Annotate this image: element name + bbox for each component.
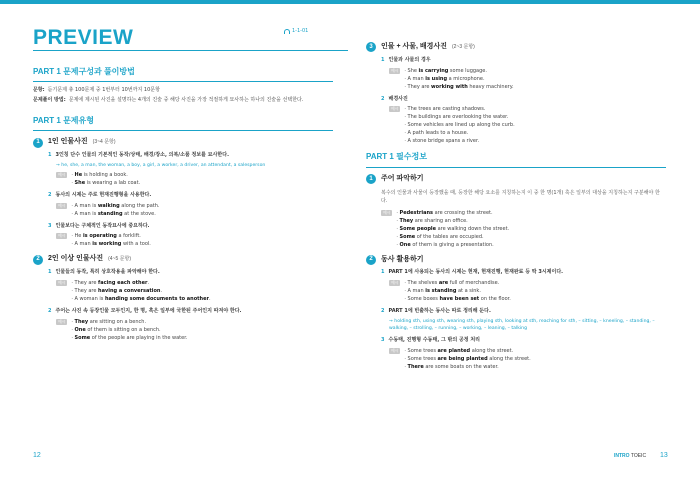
- example-block: [56, 279, 333, 303]
- example-text: are walking down the street.: [436, 225, 510, 232]
- example-keyword: have been set: [439, 296, 480, 303]
- subsection-number: 3: [48, 222, 52, 229]
- example-keyword: handing some documents to another: [104, 296, 209, 303]
- example-text: a microphone.: [447, 75, 485, 82]
- example-lines: [404, 105, 666, 145]
- subsection: [48, 192, 333, 218]
- example-text: along the street.: [470, 347, 514, 354]
- example-text: at a sink.: [456, 288, 481, 295]
- example-text: · The buildings are overlooking the water.: [404, 114, 509, 121]
- subsection-title: [48, 192, 333, 200]
- headphone-icon: [284, 29, 290, 34]
- example-keyword: is using: [425, 75, 448, 82]
- group-title: 2인 이상 인물사진: [48, 255, 104, 263]
- example-line: [71, 179, 333, 187]
- example-block: [389, 105, 666, 145]
- number-badge: 1: [366, 174, 376, 184]
- subsection-number: 3: [381, 337, 385, 344]
- page-number-right: 13: [660, 452, 668, 459]
- example-line: [404, 287, 666, 295]
- subsection: [48, 223, 333, 249]
- example-tag: 예시: [58, 233, 66, 239]
- example-text: ·: [396, 217, 400, 224]
- example-text: some luggage.: [448, 67, 487, 74]
- example-text: ·: [396, 233, 400, 240]
- example-text: ·: [396, 241, 400, 248]
- example-text: ·: [396, 225, 400, 232]
- example-line: [404, 355, 666, 363]
- example-text: along the street.: [487, 355, 531, 362]
- example-line: [404, 75, 666, 83]
- example-text: .: [147, 280, 150, 287]
- example-line: [404, 295, 666, 303]
- subsection-number: 1: [48, 152, 52, 159]
- example-block: [381, 209, 666, 249]
- group-title: 동사 활용하기: [381, 255, 424, 263]
- subsection-title: [381, 269, 666, 277]
- info-key: 문제풀이 방법:: [33, 97, 66, 104]
- example-tag: 예시: [391, 106, 399, 112]
- audio-track: [284, 28, 308, 34]
- example-line: [396, 233, 666, 241]
- subsection-text: 동사의 시제는 주로 현재진행형을 사용한다.: [55, 191, 152, 198]
- page-title: PREVIEW: [33, 26, 134, 49]
- example-text: · She: [404, 67, 419, 74]
- page-number-left: 12: [33, 452, 41, 459]
- example-tag: 예시: [383, 209, 391, 215]
- example-text: .: [208, 296, 211, 303]
- track-label: 1-1-01: [292, 28, 309, 34]
- subsection: [48, 152, 333, 187]
- example-keyword: They: [399, 217, 414, 224]
- example-text: are sitting on a bench.: [88, 318, 147, 325]
- subsection-title: [48, 152, 333, 160]
- example-line: [404, 347, 666, 355]
- group-heading: [366, 255, 666, 266]
- subsection: [48, 308, 333, 342]
- example-lines: [71, 318, 333, 342]
- subsection: [381, 308, 666, 332]
- example-line: [404, 137, 666, 145]
- subsection-title: [48, 223, 333, 231]
- subsection-title: [381, 57, 666, 65]
- example-text: of the tables are occupied.: [415, 233, 484, 240]
- example-keyword: is working: [92, 241, 122, 248]
- example-lines: [71, 202, 333, 218]
- example-lines: [404, 347, 666, 371]
- info-row: [33, 97, 333, 105]
- example-text: of the people are playing in the water.: [90, 334, 188, 341]
- subsection: [381, 337, 666, 371]
- example-line: [71, 240, 333, 248]
- example-text: are crossing the street.: [433, 209, 493, 216]
- subsection-number: 2: [48, 308, 52, 315]
- example-line: [404, 121, 666, 129]
- example-block: [389, 347, 666, 371]
- example-line: [404, 363, 666, 371]
- example-line: [396, 225, 666, 233]
- right-column: [366, 42, 666, 376]
- subsection-text: 인물보다는 구체적인 동작묘사에 중요하다.: [55, 222, 150, 229]
- example-keyword: are planted: [437, 347, 471, 354]
- example-block: [389, 279, 666, 303]
- example-text: ·: [71, 179, 75, 186]
- info-value: 문제에 제시된 사진을 설명하는 4개의 진술 중 해당 사진을 가장 적절하게 묘사하는 하나의 진술을 선택한다.: [68, 97, 304, 104]
- example-tag: 예시: [58, 171, 66, 177]
- example-text: · Some trees: [404, 355, 438, 362]
- subsection-number: 2: [381, 95, 385, 102]
- example-block: [389, 67, 666, 91]
- example-text: ·: [71, 326, 75, 333]
- subsection-title: [381, 308, 666, 316]
- example-tag: 예시: [58, 280, 66, 286]
- subsection-title: [381, 96, 666, 104]
- example-text: · They are: [404, 83, 432, 90]
- example-keyword: walking: [97, 202, 120, 209]
- example-text: · A man: [404, 75, 426, 82]
- example-tag: 예시: [58, 318, 66, 324]
- example-lines: [71, 232, 333, 248]
- example-keyword: Pedestrians: [399, 209, 434, 216]
- example-line: [71, 202, 333, 210]
- subsection-text: PART 1에 사용되는 동사의 시제는 현재, 현재진행, 현재완료 등 딱 3시제이다.: [388, 269, 564, 276]
- subsection-number: 1: [48, 269, 52, 276]
- example-keyword: Some: [74, 334, 91, 341]
- section-heading: PART 1 필수정보: [366, 151, 666, 167]
- subsection-text: 주어는 사진 속 등장인물 모두인지, 한 명, 혹은 일부에 국한된 주어인지 따져야 한다.: [55, 308, 242, 315]
- example-line: [404, 83, 666, 91]
- example-line: [71, 334, 333, 342]
- info-value: 듣기문제 총 100문제 중 1번부터 10번까지 10문항: [47, 87, 160, 94]
- example-text: · Some trees: [404, 347, 438, 354]
- example-text: · The trees are casting shadows.: [404, 106, 486, 113]
- example-text: · A man: [404, 288, 426, 295]
- example-tag: 예시: [391, 280, 399, 286]
- subsection-text: 인물들의 동작, 특히 상호작용을 파악해야 한다.: [55, 269, 160, 276]
- example-keyword: They: [74, 318, 89, 325]
- example-keyword: is operating: [82, 233, 117, 240]
- subsection-title: [48, 308, 333, 316]
- example-text: heavy machinery.: [467, 83, 514, 90]
- top-accent-bar: [0, 0, 700, 4]
- group-heading: [33, 254, 333, 265]
- example-line: [71, 279, 333, 287]
- example-line: [404, 129, 666, 137]
- title-divider: [33, 50, 348, 51]
- subsection-text: 3인칭 단수 인물의 기본적인 동작/상태, 배경/장소, 의복/소품 정보를 묘사한다.: [55, 152, 229, 159]
- number-badge: 2: [366, 255, 376, 265]
- example-keyword: standing: [97, 210, 123, 217]
- example-text: · A stone bridge spans a river.: [404, 138, 480, 145]
- example-keyword: are being planted: [437, 355, 488, 362]
- left-column: [33, 66, 333, 347]
- keyword-list: → he, she, a man, the woman, a boy, a girl, a worker, a driver, an attendant, a salesperson: [56, 162, 266, 168]
- subsection-text: PART 1에 빈출하는 동사는 따로 정리해 둔다.: [388, 308, 491, 315]
- example-text: is wearing a lab coat.: [85, 179, 141, 186]
- example-keyword: working with: [431, 83, 468, 90]
- subsection-number: 1: [381, 56, 385, 63]
- example-keyword: There: [407, 363, 424, 370]
- example-text: · A man is: [71, 210, 98, 217]
- example-line: [71, 326, 333, 334]
- example-block: [56, 232, 333, 248]
- group-title: 주어 파악하기: [381, 174, 424, 182]
- subsection: [381, 57, 666, 91]
- example-text: · Some vehicles are lined up along the curb.: [404, 122, 515, 129]
- example-keyword: One: [74, 326, 86, 333]
- example-block: [56, 318, 333, 342]
- group-heading: [366, 174, 666, 185]
- example-keyword: are: [438, 280, 449, 287]
- example-text: · A man is: [71, 202, 98, 209]
- example-line: [71, 171, 333, 179]
- example-line: [396, 241, 666, 249]
- example-line: [404, 113, 666, 121]
- group-note: (4~5 문항): [108, 256, 131, 263]
- example-line: [71, 318, 333, 326]
- example-text: · A path leads to a house.: [404, 130, 469, 137]
- example-text: ·: [71, 334, 75, 341]
- example-text: · The shelves: [404, 280, 439, 287]
- example-text: with a tool.: [121, 241, 151, 248]
- subsection-text: 수동태, 진행형 수동태, 그 밖의 공정 처리: [388, 337, 481, 344]
- example-text: ·: [404, 363, 408, 370]
- example-keyword: having a conversation: [98, 288, 161, 295]
- example-text: · They are: [71, 280, 99, 287]
- subsection-text: 배경사진: [388, 95, 408, 102]
- subsection: [381, 96, 666, 146]
- example-text: along the path.: [119, 202, 160, 209]
- example-keyword: She: [74, 179, 86, 186]
- example-line: [71, 295, 333, 303]
- subsection-title: [381, 337, 666, 345]
- group-note: (3~4 문항): [92, 138, 116, 145]
- info-key: 문항:: [33, 87, 45, 94]
- section-heading: PART 1 문제구성과 풀이방법: [33, 66, 333, 82]
- example-line: [71, 232, 333, 240]
- example-text: are sharing an office.: [413, 217, 468, 224]
- subsection: [381, 269, 666, 303]
- example-line: [404, 105, 666, 113]
- example-lines: [71, 171, 333, 187]
- paragraph: 복수의 인물과 사물이 등장했을 때, 등장한 해당 요소를 지칭하는지 이 중 한 명(1개) 혹은 일부의 대상을 지칭하는지 구분해야 한다.: [381, 189, 660, 204]
- subsection-number: 2: [381, 308, 385, 315]
- example-text: of them is giving a presentation.: [410, 241, 494, 248]
- group-note: (2~3 문항): [451, 43, 475, 50]
- example-keyword: facing each other: [98, 280, 148, 287]
- example-text: at the stove.: [122, 210, 156, 217]
- subsection: [48, 269, 333, 303]
- keyword-list: → holding sth, using sth, wearing sth, playing sth, looking at sth, reaching for sth, – sitting, – kneeling, – standing, – walking, – strolling, – running, – working, – leaning, – talking: [389, 318, 655, 332]
- subsection-number: 2: [48, 191, 52, 198]
- example-text: · Some boxes: [404, 296, 440, 303]
- footer-brand-bold: INTRO: [614, 453, 630, 459]
- example-keyword: is carrying: [418, 67, 449, 74]
- example-text: · They are: [71, 288, 99, 295]
- example-text: · He: [71, 233, 83, 240]
- example-tag: 예시: [391, 347, 399, 353]
- example-text: a forklift.: [116, 233, 141, 240]
- example-lines: [404, 279, 666, 303]
- example-tag: 예시: [58, 202, 66, 208]
- example-keyword: Some: [399, 233, 416, 240]
- group-title: 인물 + 사물, 배경사진: [381, 43, 447, 50]
- number-badge: 2: [33, 255, 43, 265]
- subsection-number: 1: [381, 269, 385, 276]
- example-lines: [404, 67, 666, 91]
- example-text: · A woman is: [71, 296, 105, 303]
- group-heading: [366, 42, 666, 53]
- example-text: ·: [71, 171, 75, 178]
- example-keyword: One: [399, 241, 411, 248]
- example-text: ·: [71, 318, 75, 325]
- example-text: is holding a book.: [82, 171, 128, 178]
- example-line: [404, 279, 666, 287]
- group-heading: [33, 137, 333, 148]
- footer-brand-rest: TOEIC: [629, 453, 647, 459]
- example-line: [71, 287, 333, 295]
- example-lines: [71, 279, 333, 303]
- example-keyword: is standing: [425, 288, 457, 295]
- number-badge: 3: [366, 42, 376, 52]
- example-block: [56, 171, 333, 187]
- subsection-text: 인물과 사물의 경우: [388, 56, 431, 63]
- example-keyword: Some people: [399, 225, 436, 232]
- example-text: ·: [396, 209, 400, 216]
- example-text: of them is sitting on a bench.: [85, 326, 161, 333]
- subsection-title: [48, 269, 333, 277]
- example-text: are some boats on the water.: [423, 363, 499, 370]
- example-tag: 예시: [391, 67, 399, 73]
- example-line: [396, 217, 666, 225]
- example-block: [56, 202, 333, 218]
- example-line: [404, 67, 666, 75]
- footer-brand: [614, 453, 646, 459]
- group-title: 1인 인물사진: [48, 138, 88, 146]
- number-badge: 1: [33, 138, 43, 148]
- example-text: · A man: [71, 241, 93, 248]
- example-text: on the floor.: [479, 296, 511, 303]
- section-heading: PART 1 문제유형: [33, 115, 333, 131]
- example-text: .: [160, 288, 163, 295]
- example-text: full of merchandise.: [448, 280, 500, 287]
- example-keyword: He: [74, 171, 83, 178]
- info-row: [33, 87, 333, 95]
- example-line: [396, 209, 666, 217]
- example-line: [71, 210, 333, 218]
